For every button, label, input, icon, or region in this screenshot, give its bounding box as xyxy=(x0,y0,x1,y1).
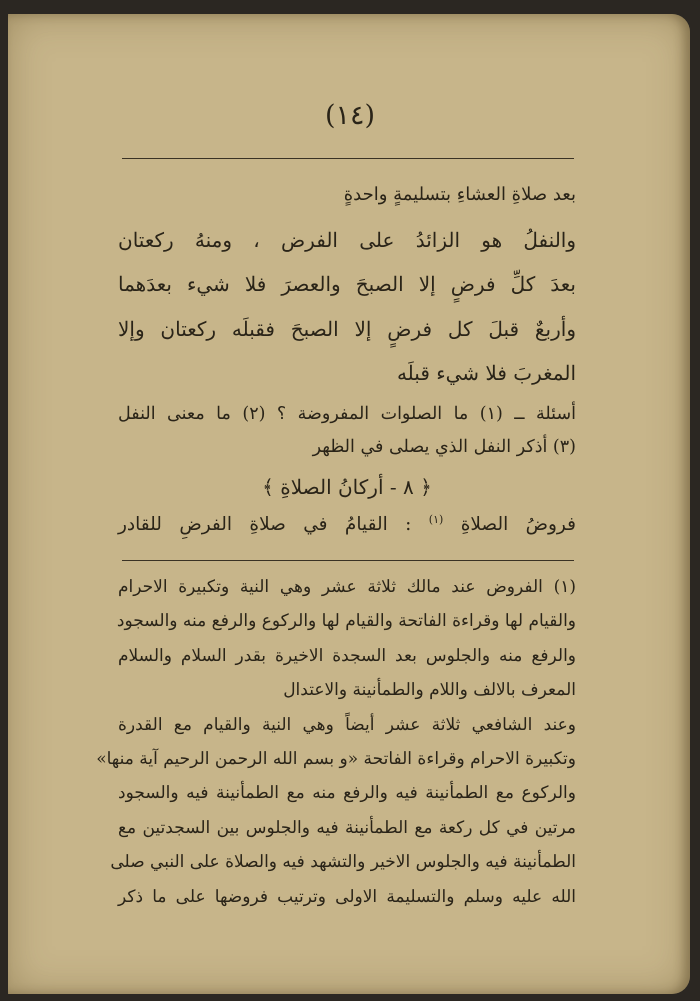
main-text xyxy=(118,173,576,396)
question-line: (٣) أذكر النفل الذي يصلى في الظهر xyxy=(312,437,576,457)
footnote-line: وعند الشافعي ثلاثة عشر أيضاً وهي النية والقيام مع القدرة xyxy=(118,714,576,735)
duties-label: فروضُ الصلاةِ xyxy=(460,514,576,536)
footnote-marker: (١) xyxy=(428,513,444,526)
text-line: والنفلُ هو الزائدُ على الفرض ، ومنهُ ركعتان xyxy=(118,227,576,252)
footnote-line: الطمأنينة فيه والجلوس الاخير والتشهد فيه والصلاة على النبي صلى xyxy=(110,852,576,873)
footnote-line: والقيام لها وقراءة الفاتحة والقيام لها والركوع والرفع منه والسجود xyxy=(116,611,576,632)
footnote-line: (١) الفروض عند مالك ثلاثة عشر وهي النية وتكبيرة الاحرام xyxy=(118,577,576,597)
review-questions xyxy=(118,398,576,464)
duties-line xyxy=(118,513,576,535)
text-line: وأربعٌ قبلَ كل فرضٍ إلا الصبحَ فقبلَه ركعتان وإلا xyxy=(118,316,576,341)
question-line: أسئلة ــ (١) ما الصلوات المفروضة ؟ (٢) ما معنى النفل xyxy=(118,404,576,424)
page-number: (١٤) xyxy=(324,100,376,131)
footnote xyxy=(96,570,576,914)
header-rule xyxy=(122,158,574,159)
footnote-line: والرفع منه والجلوس بعد السجدة الاخيرة بقدر السلام والسلام xyxy=(118,645,576,666)
footnote-line: مرتين في كل ركعة مع الطمأنينة فيه والجلوس بين السجدتين مع xyxy=(118,817,576,838)
footnote-rule xyxy=(122,560,574,561)
section-heading: ﴿ ٨ - أركانُ الصلاةِ ﴾ xyxy=(262,475,432,499)
duties-text: : القيامُ في صلاةِ الفرضِ للقادر xyxy=(118,514,412,536)
footnote-line: المعرف بالالف واللام والطمأنينة والاعتدال xyxy=(283,680,576,701)
text-line: بعدَ كلِّ فرضٍ إلا الصبحَ والعصرَ فلا شيء بعدَهما xyxy=(118,272,576,297)
footnote-line: الله عليه وسلم والتسليمة الاولى وترتيب فروضها على ما ذكر xyxy=(118,886,576,907)
text-line: المغربَ فلا شيء قبلَه xyxy=(396,361,576,386)
footnote-line: والركوع مع الطمأنينة فيه والرفع منه مع الطمأنينة فيه والسجود xyxy=(118,783,576,804)
footnote-line: وتكبيرة الاحرام وقراءة الفاتحة «و بسم الله الرحمن الرحيم آية منها» xyxy=(96,749,576,770)
text-line: بعد صلاةِ العشاءِ بتسليمةٍ واحدةٍ xyxy=(343,184,576,205)
